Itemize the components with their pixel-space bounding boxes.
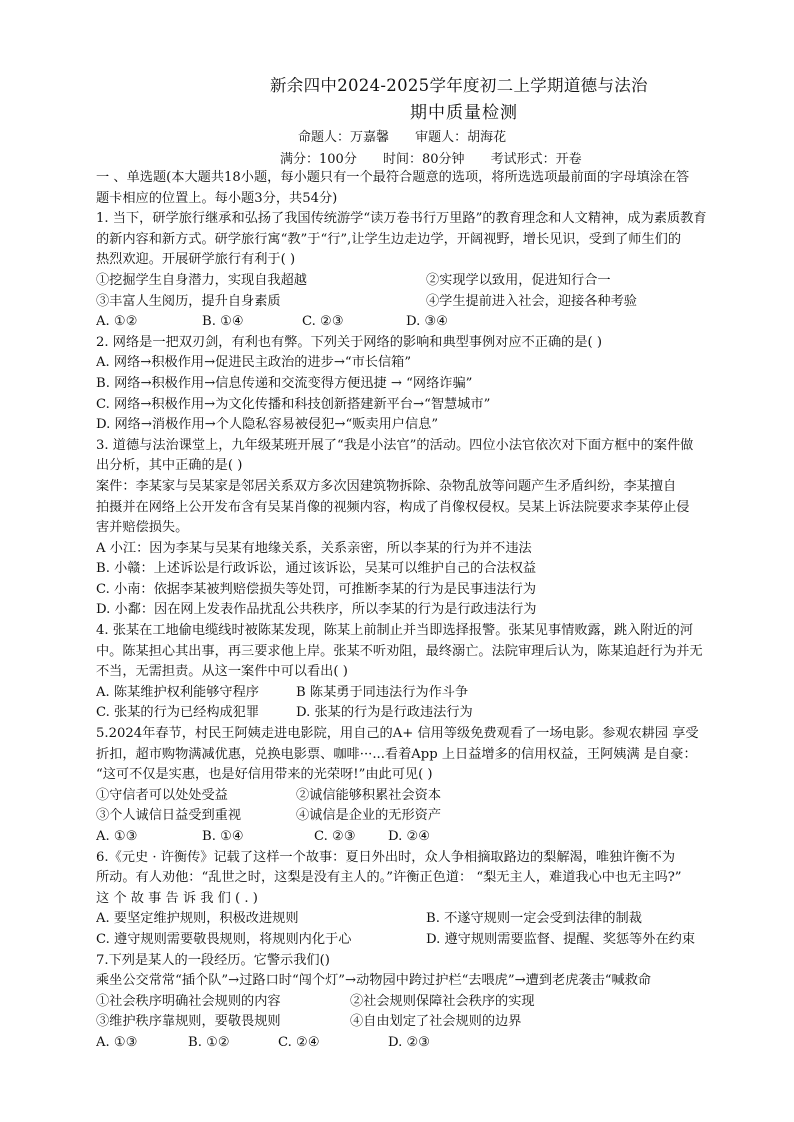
statement: ③维护秩序靠规则，要敬畏规则	[96, 1014, 281, 1030]
question-text: 6.《元史 · 许衡传》记载了这样一个故事：夏日外出时，众人争相摘取路边的梨解渴，唯独许衡不为	[96, 849, 676, 865]
option-d[interactable]: D. 张某的行为是行政违法行为	[296, 705, 473, 721]
question-text: 1. 当下，研学旅行继承和弘扬了我国传统游学“读万卷书行万里路”的教育理念和人文精神，成为素质教育	[96, 211, 707, 227]
option-b[interactable]: B. 小赣：上述诉讼是行政诉讼，通过该诉讼，吴某可以维护自己的合法权益	[96, 561, 537, 577]
option-d[interactable]: D. 小鄱：因在网上发表作品扰乱公共秩序，所以李某的行为是行政违法行为	[96, 602, 537, 618]
reviewer: 审题人：胡海花	[415, 130, 507, 145]
exam-authors	[298, 126, 528, 145]
option-b[interactable]: B. ①④	[202, 314, 244, 330]
statement-row	[96, 292, 782, 313]
options-row	[96, 1033, 782, 1054]
question-text: 的新内容和新方式。研学旅行寓“教”于“行”,让学生边走边学，开阔视野，增长见识，受到了师生们的	[96, 231, 682, 247]
statement: ③个人诚信日益受到重视	[96, 808, 242, 824]
question-text: “这可不仅是实惠，也是好信用带来的光荣呀!”由此可见( )	[96, 767, 433, 783]
option-b[interactable]: B 陈某勇于同违法行为作斗争	[296, 684, 469, 700]
options-row	[96, 683, 782, 704]
question-text: 5.2024年春节，村民王阿姨走进电影院，用自己的A+ 信用等级免费观看了一场电影。参观农耕园 享受	[96, 726, 699, 742]
statement: ①挖掘学生自身潜力，实现自我超越	[96, 272, 307, 288]
options-row	[96, 909, 782, 930]
score: 满分：100分	[280, 152, 357, 167]
exam-info	[280, 148, 604, 167]
question-text: 2. 网络是一把双刃剑，有利也有弊。下列关于网络的影响和典型事例对应不正确的是( )	[96, 334, 603, 350]
options-row	[96, 703, 782, 724]
exam-title: 新余四中2024-2025学年度初二上学期道德与法治	[270, 76, 648, 95]
option-c[interactable]: C. 张某的行为已经构成犯罪	[96, 705, 260, 721]
section-heading: 一 、单选题(本大题共18小题，每小题只有一个最符合题意的选项，将所选选项最前面的字母填涂在答	[96, 170, 690, 185]
question-7	[96, 951, 782, 1054]
statement: ②诚信能够积累社会资本	[296, 787, 442, 803]
statement: ①社会秩序明确社会规则的内容	[96, 993, 281, 1009]
option-d[interactable]: D. ③④	[406, 314, 449, 330]
exam-format: 考试形式：开卷	[490, 152, 582, 167]
statement-row	[96, 786, 782, 807]
statement: ①守信者可以处处受益	[96, 787, 228, 803]
question-5	[96, 724, 782, 848]
time-limit: 时间：80分钟	[382, 152, 465, 167]
setter: 命题人：万嘉馨	[298, 130, 390, 145]
question-4	[96, 621, 782, 724]
case-text: 拍摄并在网络上公开发布含有吴某肖像的视频内容，构成了肖像权侵权。吴某上诉法院要求李某停止侵	[96, 499, 690, 515]
option-b[interactable]: B. ①④	[202, 829, 244, 844]
option-c[interactable]: C. ②③	[302, 314, 344, 330]
options-row	[96, 827, 782, 848]
question-text: 乘坐公交常常“插个队”→过路口时“闯个灯”→动物园中跨过护栏“去喂虎”→遭到老虎袭击“喊救命	[96, 973, 652, 989]
option-c[interactable]: C. 小南：依据李某被判赔偿损失等处罚，可推断李某的行为是民事违法行为	[96, 581, 537, 597]
option-a[interactable]: A. ①③	[96, 1034, 138, 1050]
option-c[interactable]: C. ②③	[314, 829, 356, 844]
question-2	[96, 333, 782, 436]
question-text: 热烈欢迎。开展研学旅行有利于( )	[96, 252, 296, 268]
statement: ②实现学以致用，促进知行合一	[426, 272, 611, 288]
option-a[interactable]: A. 陈某维护权利能够守程序	[96, 684, 259, 700]
option-a[interactable]: A. ①②	[96, 314, 138, 330]
section-heading-cont: 题卡相应的位置上。每小题3分，共54分)	[96, 190, 338, 206]
option-d[interactable]: D. ②③	[388, 1034, 431, 1050]
question-text: 中。陈某担心其出事，再三要求他上岸。张某不听劝阻，最终溺亡。法院审理后认为，陈某追赶行为并无	[96, 643, 703, 659]
option-d[interactable]: D. 网络→消极作用→个人隐私容易被侵犯→“贩卖用户信息”	[96, 417, 439, 433]
question-text: 7.下列是某人的一段经历。它警示我们()	[96, 952, 330, 968]
statement: ④学生提前进入社会，迎接各种考验	[426, 293, 637, 309]
question-3	[96, 436, 782, 621]
option-b[interactable]: B. ①②	[188, 1034, 230, 1050]
question-6	[96, 848, 782, 951]
question-text: 出分析，其中正确的是( )	[96, 458, 243, 474]
question-text: 不当，无需担责。从这一案件中可以看出( )	[96, 664, 348, 680]
question-text: 所动。有人劝他：“乱世之时，这梨是没有主人的。”许衡正色道： “梨无主人，难道我心中也无主吗?”	[96, 870, 682, 886]
option-a[interactable]: A 小江：因为李某与吴某有地缘关系，关系亲密，所以李某的行为并不违法	[96, 540, 532, 556]
statement: ④自由划定了社会规则的边界	[350, 1014, 522, 1030]
question-text: 3. 道德与法治课堂上，九年级某班开展了“我是小法官”的活动。四位小法官依次对下面方框中的案件做	[96, 437, 694, 453]
option-b[interactable]: B. 不遂守规则一定会受到法律的制裁	[426, 911, 642, 927]
exam-subtitle: 期中质量检测	[410, 103, 518, 123]
option-d[interactable]: D. 遵守规则需要监督、提醒、奖惩等外在约束	[426, 931, 696, 947]
statement: ②社会规则保障社会秩序的实现	[350, 993, 535, 1009]
option-c[interactable]: C. 遵守规则需要敬畏规则，将规则内化于心	[96, 931, 352, 947]
exam-body	[96, 168, 782, 1054]
statement-row	[96, 806, 782, 827]
options-row	[96, 930, 782, 951]
statement: ③丰富人生阅历，提升自身素质	[96, 293, 281, 309]
case-text: 案件：李某家与吴某家是邻居关系双方多次因建筑物拆除、杂物乱放等问题产生矛盾纠纷，李某擅自	[96, 478, 677, 494]
option-b[interactable]: B. 网络→积极作用→信息传递和交流变得方便迅捷 → “网络诈骗”	[96, 375, 473, 391]
option-a[interactable]: A. 要坚定维护规则，积极改进规则	[96, 911, 299, 927]
option-c[interactable]: C. ②④	[278, 1034, 320, 1050]
case-text: 害并赔偿损失。	[96, 520, 189, 536]
question-text: 折扣，超市购物满减优惠，兑换电影票、咖啡···...看着App 上日益增多的信用权益，王阿姨满 是自豪：	[96, 746, 697, 762]
statement-row	[96, 271, 782, 292]
options-row	[96, 312, 782, 333]
question-text: 这 个 故 事 告 诉 我 们 ( . )	[96, 890, 258, 906]
question-1	[96, 209, 782, 333]
option-d[interactable]: D. ②④	[388, 829, 431, 844]
option-a[interactable]: A. ①③	[96, 829, 138, 844]
option-c[interactable]: C. 网络→积极作用→为文化传播和科技创新搭建新平台→“智慧城市”	[96, 396, 491, 412]
statement: ④诚信是企业的无形资产	[296, 808, 442, 824]
statement-row	[96, 992, 782, 1013]
question-text: 4. 张某在工地偷电缆线时被陈某发现，陈某上前制止并当即选择报警。张某见事情败露，跳入附近的河	[96, 623, 694, 639]
option-a[interactable]: A. 网络→积极作用→促进民主政治的进步→“市长信箱”	[96, 355, 412, 371]
statement-row	[96, 1012, 782, 1033]
